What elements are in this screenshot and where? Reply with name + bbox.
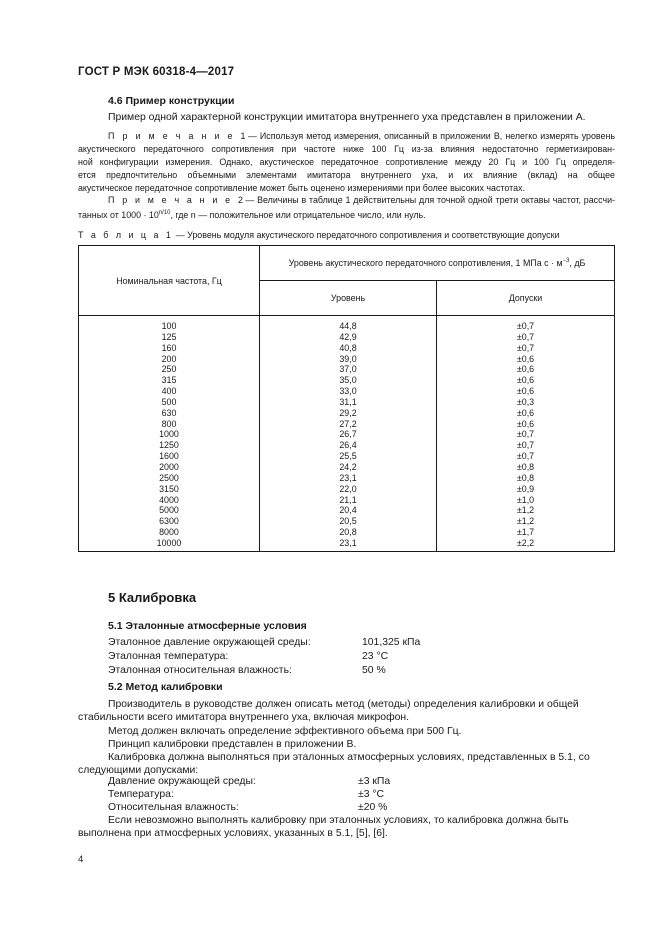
note-line: танных от $1000 \cdot 10^{n/10}$, где n — положительное или отрицательное число, или нуль. [78, 209, 426, 220]
col-header-tolerance: Допуски [437, 281, 615, 316]
frequency-cell: 2000 [79, 462, 260, 473]
level-cell: 21,1 [260, 495, 437, 506]
paragraph-line: Калибровка должна выполняться при эталонных атмосферных условиях, представленных в 5.1, со [108, 752, 590, 763]
section-4-6-text: Пример одной характерной конструкции имитатора внутреннего уха представлен в приложении А. [108, 112, 586, 123]
table-row [79, 451, 615, 462]
frequency-cell: 250 [79, 364, 260, 375]
condition-label: Эталонное давление окружающей среды: [108, 637, 311, 648]
level-cell: 40,8 [260, 343, 437, 354]
section-5-heading: 5 Калибровка [108, 590, 197, 605]
note-line: — Используя метод измерения, описанный в приложении В, нелегко измерять уровень [247, 131, 615, 141]
tolerance-cell: ±0,6 [437, 364, 615, 375]
frequency-cell: 4000 [79, 495, 260, 506]
table-label: Т а б л и ц а 1 [78, 230, 174, 240]
col-header-frequency: Номинальная частота, Гц [79, 246, 260, 316]
tolerance-cell: ±0,6 [437, 375, 615, 386]
level-cell: 20,4 [260, 505, 437, 516]
tolerance-cell: ±0,6 [437, 419, 615, 430]
exponent: n/10 [158, 210, 171, 216]
paragraph-line: Производитель в руководстве должен описать метод (методы) определения калибровки и общей [108, 699, 579, 710]
table-row [79, 419, 615, 430]
table-row [79, 516, 615, 527]
table-row [79, 484, 615, 495]
frequency-cell: 2500 [79, 473, 260, 484]
col-header-group: Уровень акустического передаточного сопротивления, 1 МПа $с \cdot м^{-3}$, дБ [260, 246, 615, 281]
tolerance-cell: ±0,3 [437, 397, 615, 408]
frequency-cell: 3150 [79, 484, 260, 495]
tolerance-cell: ±0,6 [437, 408, 615, 419]
tolerance-cell: ±0,6 [437, 386, 615, 397]
paragraph-line: стабильности всего имитатора внутреннего уха, включая микрофон. [78, 712, 410, 723]
paragraph-line: Принцип калибровки представлен в приложении В. [108, 739, 357, 750]
note-line: ной конфигурации измерения. Однако, акустическое передаточное сопротивление между 20 Гц и 100 Гц определя- [78, 157, 615, 167]
frequency-cell: 1250 [79, 440, 260, 451]
tolerance-cell: ±0,7 [437, 343, 615, 354]
tolerance-value: ±3 кПа [358, 776, 391, 787]
level-cell: 42,9 [260, 332, 437, 343]
table-row [79, 364, 615, 375]
frequency-cell: 8000 [79, 527, 260, 538]
tolerance-table [78, 245, 615, 552]
tolerance-label: Температура: [108, 789, 174, 800]
tolerance-cell: ±0,7 [437, 332, 615, 343]
tolerance-value: ±3 °С [358, 789, 385, 800]
condition-value: 50 % [362, 665, 386, 676]
table-row [79, 316, 615, 332]
level-cell: 26,4 [260, 440, 437, 451]
level-cell: 31,1 [260, 397, 437, 408]
level-cell: 24,2 [260, 462, 437, 473]
note-1-label: П р и м е ч а н и е 1 [108, 131, 248, 141]
level-cell: 33,0 [260, 386, 437, 397]
level-cell: 27,2 [260, 419, 437, 430]
table-row [79, 343, 615, 354]
tolerance-value: ±20 % [358, 802, 388, 813]
note-line: акустического передаточного сопротивления при частоте ниже 100 Гц из-за влияния недостаточно герметизирован- [78, 144, 615, 154]
frequency-cell: 1600 [79, 451, 260, 462]
level-cell: 22,0 [260, 484, 437, 495]
level-cell: 25,5 [260, 451, 437, 462]
table-caption: Т а б л и ц а 1 — Уровень модуля акустического передаточного сопротивления и соответствующие допуски [78, 230, 560, 240]
col-header-level: Уровень [260, 281, 437, 316]
section-5-2-heading: 5.2 Метод калибровки [108, 681, 223, 693]
table-row [79, 462, 615, 473]
tolerance-cell: ±1,2 [437, 516, 615, 527]
frequency-cell: 630 [79, 408, 260, 419]
frequency-cell: 1000 [79, 429, 260, 440]
table-row [79, 505, 615, 516]
level-cell: 35,0 [260, 375, 437, 386]
condition-value: 23 °С [362, 651, 389, 662]
section-4-6-heading: 4.6 Пример конструкции [108, 95, 235, 107]
frequency-cell: 125 [79, 332, 260, 343]
table-row [79, 429, 615, 440]
tolerance-label: Относительная влажность: [108, 802, 239, 813]
frequency-cell: 100 [79, 316, 260, 332]
section-5-1-heading: 5.1 Эталонные атмосферные условия [108, 620, 307, 632]
level-cell: 20,5 [260, 516, 437, 527]
frequency-cell: 400 [79, 386, 260, 397]
frequency-cell: 5000 [79, 505, 260, 516]
level-cell: 23,1 [260, 538, 437, 551]
tolerance-cell: ±0,7 [437, 316, 615, 332]
standard-header: ГОСТ Р МЭК 60318-4—2017 [78, 66, 235, 78]
table-row [79, 397, 615, 408]
paragraph-line: выполнена при атмосферных условиях, указанных в 5.1, [5], [6]. [78, 828, 388, 839]
level-cell: 20,8 [260, 527, 437, 538]
condition-label: Эталонная относительная влажность: [108, 665, 292, 676]
note-line: ется предпочтительно объемными элементами имитатора внутреннего уха, и их влияние (вклад) на общее [78, 170, 615, 180]
condition-value: 101,325 кПа [362, 637, 421, 648]
table-row [79, 527, 615, 538]
table-body [79, 316, 615, 552]
condition-label: Эталонная температура: [108, 651, 229, 662]
frequency-cell: 6300 [79, 516, 260, 527]
table-row [79, 538, 615, 551]
paragraph-line: Если невозможно выполнять калибровку при эталонных условиях, то калибровка должна быть [108, 815, 569, 826]
tolerance-cell: ±0,9 [437, 484, 615, 495]
frequency-cell: 10000 [79, 538, 260, 551]
page-number: 4 [78, 854, 84, 865]
frequency-cell: 800 [79, 419, 260, 430]
level-cell: 23,1 [260, 473, 437, 484]
tolerance-label: Давление окружающей среды: [108, 776, 256, 787]
table-row [79, 408, 615, 419]
frequency-cell: 200 [79, 354, 260, 365]
tolerance-cell: ±0,7 [437, 440, 615, 451]
tolerance-cell: ±1,0 [437, 495, 615, 506]
tolerance-cell: ±0,8 [437, 473, 615, 484]
table-row [79, 354, 615, 365]
level-cell: 39,0 [260, 354, 437, 365]
table-row [79, 473, 615, 484]
table-row [79, 375, 615, 386]
paragraph-line: следующими допусками: [78, 765, 199, 776]
frequency-cell: 500 [79, 397, 260, 408]
table-row [79, 495, 615, 506]
tolerance-cell: ±1,2 [437, 505, 615, 516]
tolerance-cell: ±2,2 [437, 538, 615, 551]
paragraph-line: Метод должен включать определение эффективного объема при 500 Гц. [108, 726, 462, 737]
level-cell: 44,8 [260, 316, 437, 332]
note-line: акустическое передаточное сопротивление может быть оценено измерениями при более высоких частотах. [78, 183, 525, 193]
tolerance-cell: ±0,7 [437, 451, 615, 462]
note-line: — Величины в таблице 1 действительны для точной одной трети октавы частот, рассчи- [245, 195, 615, 205]
table-row [79, 386, 615, 397]
tolerance-cell: ±0,8 [437, 462, 615, 473]
level-cell: 26,7 [260, 429, 437, 440]
table-row [79, 332, 615, 343]
frequency-cell: 160 [79, 343, 260, 354]
tolerance-cell: ±1,7 [437, 527, 615, 538]
tolerance-cell: ±0,6 [437, 354, 615, 365]
frequency-cell: 315 [79, 375, 260, 386]
table-row [79, 440, 615, 451]
level-cell: 37,0 [260, 364, 437, 375]
note-2-label: П р и м е ч а н и е 2 [108, 195, 246, 205]
level-cell: 29,2 [260, 408, 437, 419]
tolerance-cell: ±0,7 [437, 429, 615, 440]
